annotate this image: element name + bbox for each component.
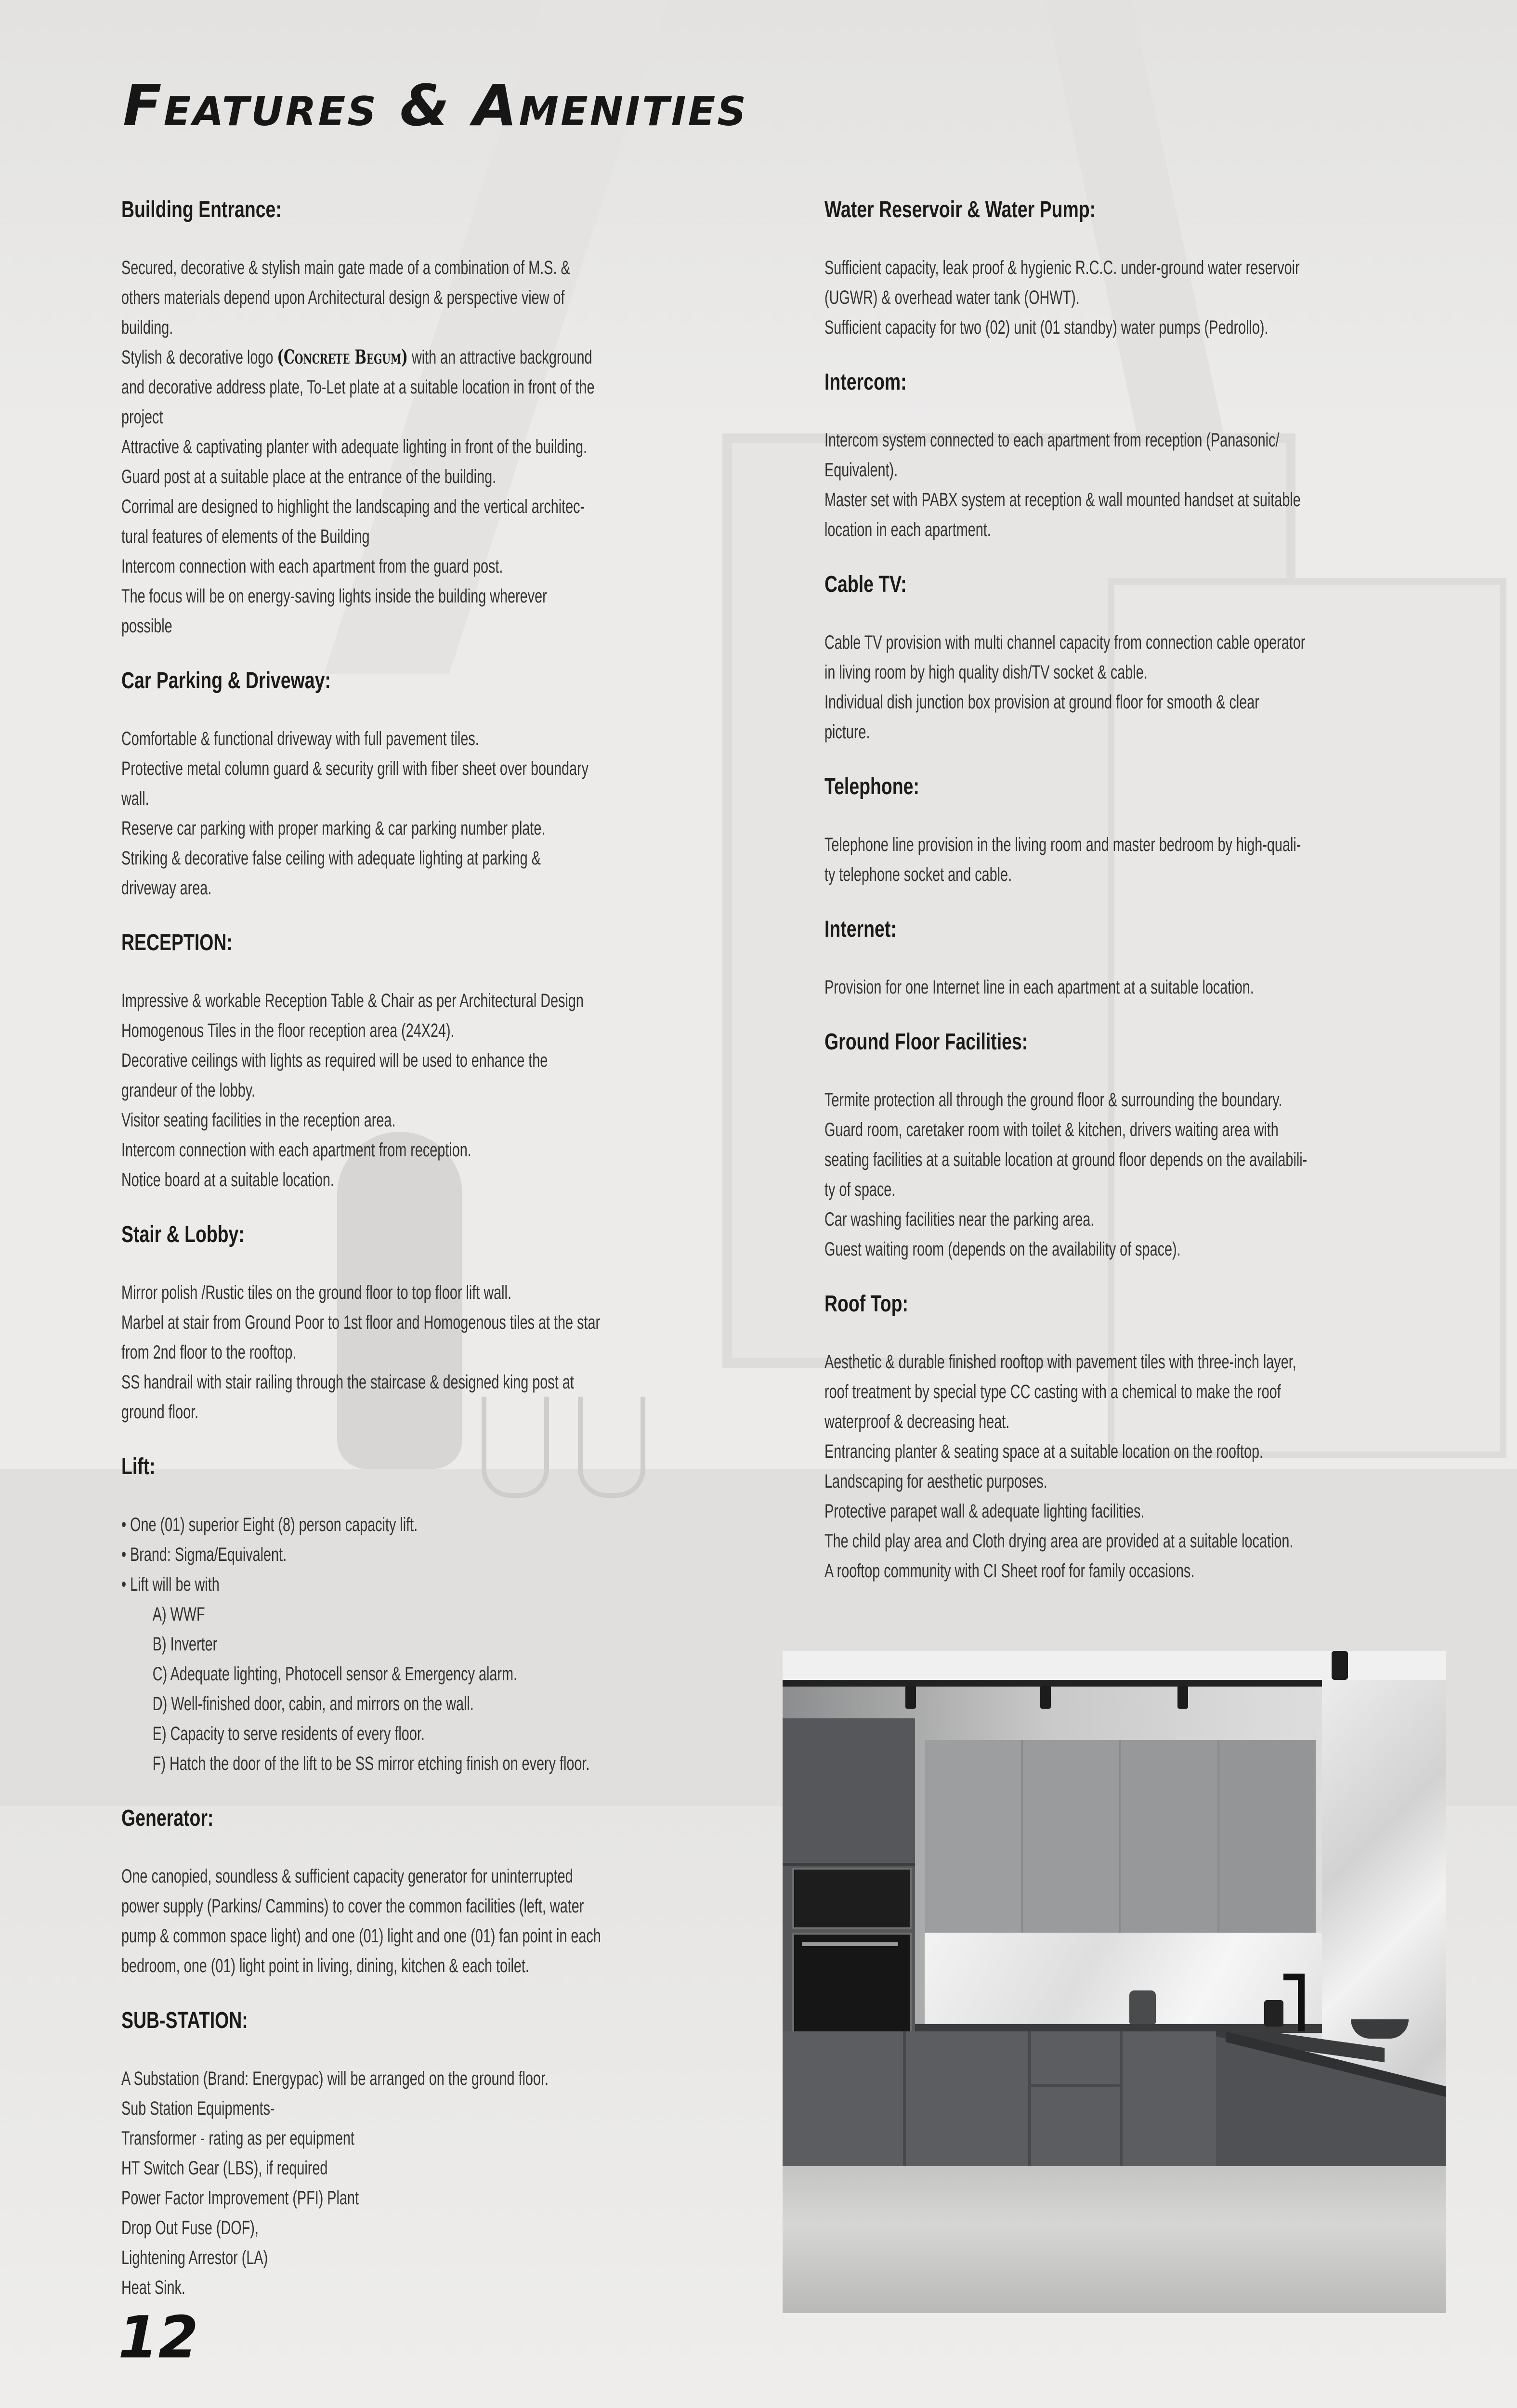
text-line: • Brand: Sigma/Equivalent. — [121, 1544, 287, 1565]
sub-item: B) Inverter — [152, 1634, 218, 1655]
text-line: Corrimal are designed to highlight the landscaping and the vertical architec- — [121, 496, 585, 517]
text-line: from 2nd floor to the rooftop. — [121, 1342, 297, 1363]
text-line: Guard post at a suitable place at the entrance of the building. — [121, 466, 497, 487]
section-ground-floor — [824, 1027, 1398, 1264]
text-line: Attractive & captivating planter with adequate lighting in front of the building. — [121, 436, 587, 458]
text-line: in living room by high quality dish/TV socket & cable. — [824, 662, 1148, 683]
section-internet — [824, 915, 1398, 1002]
section-cable-tv — [824, 570, 1398, 747]
backsplash — [925, 1933, 1322, 2027]
text-line: Individual dish junction box provision at ground floor for smooth & clear — [824, 692, 1259, 713]
drawer-line — [1120, 2031, 1123, 2166]
spot-light — [905, 1686, 916, 1709]
section-heading: Building Entrance: — [121, 197, 282, 222]
text-line: Decorative ceilings with lights as required will be used to enhance the — [121, 1050, 548, 1071]
text-line: Transformer - rating as per equipment — [121, 2128, 354, 2149]
text-line: Provision for one Internet line in each apartment at a suitable location. — [824, 977, 1254, 998]
text-line: and decorative address plate, To-Let plate at a suitable location in front of the — [121, 377, 595, 398]
cabinet-seam — [783, 1863, 915, 1866]
text-line: The focus will be on energy-saving lights inside the building wherever — [121, 586, 547, 607]
text-line: Car washing facilities near the parking area. — [824, 1209, 1095, 1230]
section-car-parking — [121, 666, 694, 903]
text-line: Protective parapet wall & adequate lighting facilities. — [824, 1501, 1145, 1522]
section-roof-top — [824, 1289, 1398, 1586]
section-lift — [121, 1452, 694, 1779]
text-line: Guard room, caretaker room with toilet & kitchen, drivers waiting area with — [824, 1119, 1279, 1140]
drawer-line — [1028, 2084, 1123, 2087]
text-line: Marbel at stair from Ground Poor to 1st floor and Homogenous tiles at the star — [121, 1312, 601, 1333]
text-line: location in each apartment. — [824, 519, 991, 540]
section-generator — [121, 1804, 694, 1981]
oven-handle — [802, 1942, 898, 1946]
left-column — [121, 195, 694, 2328]
oven — [792, 1933, 912, 2038]
section-heading: Car Parking & Driveway: — [121, 668, 331, 694]
text-line: Guest waiting room (depends on the availability of space). — [824, 1239, 1181, 1260]
text-line: Protective metal column guard & security grill with fiber sheet over boundary — [121, 758, 589, 779]
text-line: Intercom connection with each apartment from reception. — [121, 1139, 471, 1161]
section-water-reservoir — [824, 195, 1398, 342]
text-line: Equivalent). — [824, 459, 898, 481]
text-line: A rooftop community with CI Sheet roof for family occasions. — [824, 1560, 1195, 1582]
text-line: The child play area and Cloth drying area are provided at a suitable location. — [824, 1531, 1294, 1552]
text-line: Heat Sink. — [121, 2277, 185, 2298]
spot-light — [1040, 1686, 1051, 1709]
section-heading: SUB-STATION: — [121, 2008, 248, 2033]
text-line: Striking & decorative false ceiling with adequate lighting at parking & — [121, 848, 541, 869]
section-heading: Ground Floor Facilities: — [824, 1029, 1028, 1055]
text-line: • Lift will be with — [121, 1574, 220, 1595]
section-building-entrance — [121, 195, 694, 641]
sub-item: C) Adequate lighting, Photocell sensor & Emergency alarm. — [152, 1663, 518, 1685]
text-line: Sufficient capacity, leak proof & hygienic R.C.C. under-ground water reservoir — [824, 257, 1300, 278]
text-line: Secured, decorative & stylish main gate made of a combination of M.S. & — [121, 257, 570, 278]
text-line: Homogenous Tiles in the floor reception area (24X24). — [121, 1020, 455, 1041]
text-line: pump & common space light) and one (01) light and one (01) fan point in each — [121, 1925, 601, 1947]
text-line: Entrancing planter & seating space at a suitable location on the rooftop. — [824, 1441, 1264, 1462]
section-heading: Cable TV: — [824, 572, 907, 597]
kettle — [1129, 1990, 1156, 2024]
upper-cabinet — [1219, 1740, 1316, 1933]
section-heading: Intercom: — [824, 369, 907, 395]
spot-light — [1332, 1651, 1348, 1680]
logo-name: (Concrete Begum) — [277, 346, 408, 368]
sub-item: D) Well-finished door, cabin, and mirrors on the wall. — [152, 1693, 474, 1714]
text-line: Comfortable & functional driveway with full pavement tiles. — [121, 728, 479, 749]
upper-cabinet — [1121, 1740, 1219, 1933]
text-line: Notice board at a suitable location. — [121, 1169, 334, 1191]
text-line: grandeur of the lobby. — [121, 1080, 256, 1101]
text-line: roof treatment by special type CC casting with a chemical to make the roof — [824, 1381, 1281, 1402]
text-line: Sufficient capacity for two (02) unit (01 standby) water pumps (Pedrollo). — [824, 317, 1269, 338]
section-telephone — [824, 772, 1398, 890]
section-heading: Water Reservoir & Water Pump: — [824, 197, 1096, 222]
text-line: Power Factor Improvement (PFI) Plant — [121, 2187, 359, 2209]
text-line: Intercom connection with each apartment from the guard post. — [121, 556, 503, 577]
drawer-line — [903, 2031, 906, 2166]
ceiling-track — [783, 1680, 1336, 1687]
lower-cabinet — [783, 2031, 1216, 2166]
text-line: driveway area. — [121, 877, 212, 899]
text-line: Master set with PABX system at reception & wall mounted handset at suitable — [824, 489, 1301, 510]
spot-light — [1177, 1686, 1188, 1709]
section-heading: Telephone: — [824, 774, 919, 799]
section-heading: Internet: — [824, 916, 897, 942]
text-line: project — [121, 406, 163, 428]
text-line: Reserve car parking with proper marking & car parking number plate. — [121, 818, 546, 839]
container — [1264, 2000, 1283, 2027]
text-line: wall. — [121, 788, 149, 809]
section-heading: RECEPTION: — [121, 930, 233, 955]
sub-item: E) Capacity to serve residents of every floor. — [152, 1723, 425, 1744]
sub-item: F) Hatch the door of the lift to be SS mirror etching finish on every floor. — [152, 1753, 590, 1774]
text-line: One canopied, soundless & sufficient capacity generator for uninterrupted — [121, 1866, 573, 1887]
text-line-logo — [121, 342, 592, 372]
text-line: Impressive & workable Reception Table & Chair as per Architectural Design — [121, 990, 584, 1011]
kitchen-photo — [783, 1651, 1446, 2313]
text-line: Intercom system connected to each apartment from reception (Panasonic/ — [824, 430, 1280, 451]
faucet-spout — [1283, 1974, 1305, 1980]
text-span: Stylish & decorative logo — [121, 347, 274, 368]
text-line: Aesthetic & durable finished rooftop with pavement tiles with three-inch layer, — [824, 1351, 1296, 1373]
text-line: Telephone line provision in the living room and master bedroom by high-quali- — [824, 834, 1301, 855]
text-line: bedroom, one (01) light point in living, dining, kitchen & each toilet. — [121, 1955, 529, 1976]
text-line: picture. — [824, 721, 870, 743]
text-line: Sub Station Equipments- — [121, 2098, 275, 2119]
text-span: with an attractive background — [411, 347, 592, 368]
microwave — [792, 1868, 912, 1929]
text-line: ty telephone socket and cable. — [824, 864, 1012, 885]
section-sub-station — [121, 2006, 694, 2303]
text-line: tural features of elements of the Building — [121, 526, 370, 547]
section-heading: Lift: — [121, 1454, 156, 1479]
text-line: ground floor. — [121, 1401, 199, 1423]
upper-cabinet — [1023, 1740, 1121, 1933]
section-intercom — [824, 367, 1398, 545]
text-line: A Substation (Brand: Energypac) will be arranged on the ground floor. — [121, 2068, 549, 2089]
text-line: ty of space. — [824, 1179, 896, 1200]
text-line: building. — [121, 317, 173, 338]
text-line: waterproof & decreasing heat. — [824, 1411, 1010, 1432]
text-line: Visitor seating facilities in the reception area. — [121, 1110, 396, 1131]
text-line: Cable TV provision with multi channel capacity from connection cable operator — [824, 632, 1306, 653]
section-reception — [121, 928, 694, 1195]
text-line: power supply (Parkins/ Cammins) to cover the common facilities (left, water — [121, 1896, 584, 1917]
page-title: Features & Amenities — [123, 72, 748, 139]
text-line: Drop Out Fuse (DOF), — [121, 2217, 259, 2238]
section-heading: Stair & Lobby: — [121, 1222, 245, 1247]
faucet — [1298, 1978, 1305, 2031]
section-stair-lobby — [121, 1220, 694, 1427]
upper-cabinet — [925, 1740, 1023, 1933]
text-line: Landscaping for aesthetic purposes. — [824, 1471, 1047, 1492]
page-number: 12 — [118, 2304, 198, 2371]
text-line: Lightening Arrestor (LA) — [121, 2247, 268, 2268]
text-line: seating facilities at a suitable location at ground floor depends on the availabili- — [824, 1149, 1308, 1170]
drawer-line — [1028, 2031, 1031, 2166]
text-line: others materials depend upon Architectural design & perspective view of — [121, 287, 565, 308]
text-line: (UGWR) & overhead water tank (OHWT). — [824, 287, 1080, 308]
section-heading: Roof Top: — [824, 1291, 908, 1317]
text-line: HT Switch Gear (LBS), if required — [121, 2158, 328, 2179]
text-line: • One (01) superior Eight (8) person capacity lift. — [121, 1514, 418, 1535]
section-heading: Generator: — [121, 1806, 214, 1831]
right-column — [824, 195, 1398, 1611]
text-line: possible — [121, 615, 172, 637]
sub-item: A) WWF — [152, 1604, 205, 1625]
kitchen-floor — [783, 2166, 1446, 2313]
text-line: Mirror polish /Rustic tiles on the ground floor to top floor lift wall. — [121, 1282, 511, 1303]
text-line: SS handrail with stair railing through the staircase & designed king post at — [121, 1372, 574, 1393]
text-line: Termite protection all through the ground floor & surrounding the boundary. — [824, 1089, 1282, 1111]
